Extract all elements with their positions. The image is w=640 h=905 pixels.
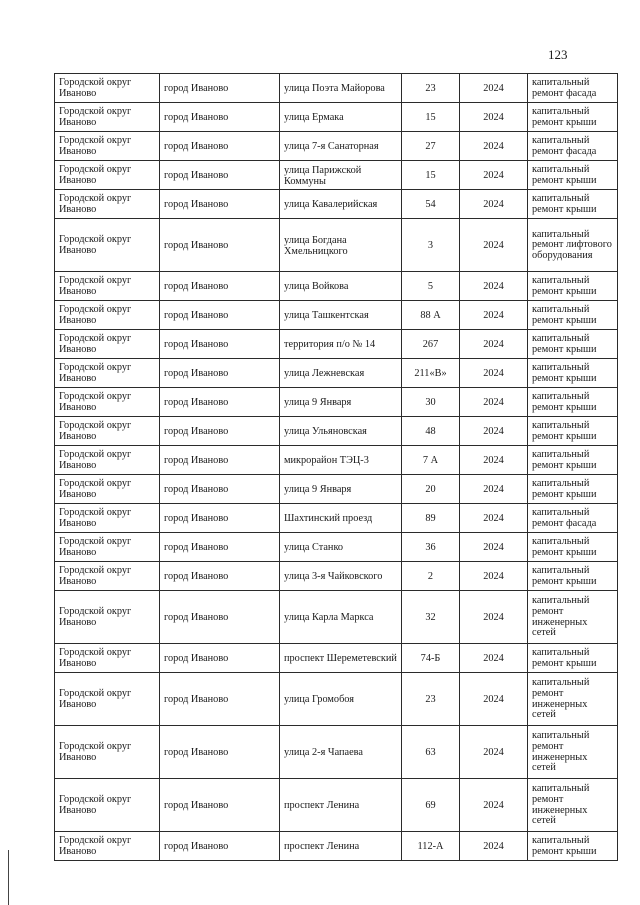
table-row bbox=[55, 779, 618, 832]
city-cell: город Иваново bbox=[160, 74, 280, 103]
work-type-cell: капитальный ремонт инженерных сетей bbox=[528, 779, 618, 832]
house-number-cell: 3 bbox=[402, 219, 460, 272]
table-row bbox=[55, 103, 618, 132]
year-cell: 2024 bbox=[460, 161, 528, 190]
margin-mark bbox=[8, 850, 9, 905]
street-cell: улица 9 Января bbox=[280, 475, 402, 504]
city-cell: город Иваново bbox=[160, 446, 280, 475]
district-cell: Городской округ Иваново bbox=[55, 359, 160, 388]
year-cell: 2024 bbox=[460, 446, 528, 475]
work-type-cell: капитальный ремонт крыши bbox=[528, 190, 618, 219]
work-type-cell: капитальный ремонт крыши bbox=[528, 359, 618, 388]
work-type-cell: капитальный ремонт крыши bbox=[528, 301, 618, 330]
city-cell: город Иваново bbox=[160, 832, 280, 861]
work-type-cell: капитальный ремонт крыши bbox=[528, 475, 618, 504]
district-cell: Городской округ Иваново bbox=[55, 673, 160, 726]
year-cell: 2024 bbox=[460, 74, 528, 103]
street-cell: Шахтинский проезд bbox=[280, 504, 402, 533]
house-number-cell: 267 bbox=[402, 330, 460, 359]
house-number-cell: 2 bbox=[402, 562, 460, 591]
street-cell: улица Ермака bbox=[280, 103, 402, 132]
year-cell: 2024 bbox=[460, 330, 528, 359]
district-cell: Городской округ Иваново bbox=[55, 475, 160, 504]
house-number-cell: 20 bbox=[402, 475, 460, 504]
city-cell: город Иваново bbox=[160, 475, 280, 504]
city-cell: город Иваново bbox=[160, 644, 280, 673]
year-cell: 2024 bbox=[460, 726, 528, 779]
house-number-cell: 74-Б bbox=[402, 644, 460, 673]
year-cell: 2024 bbox=[460, 673, 528, 726]
district-cell: Городской округ Иваново bbox=[55, 562, 160, 591]
street-cell: микрорайон ТЭЦ-3 bbox=[280, 446, 402, 475]
street-cell: улица Богдана Хмельницкого bbox=[280, 219, 402, 272]
work-type-cell: капитальный ремонт крыши bbox=[528, 562, 618, 591]
year-cell: 2024 bbox=[460, 562, 528, 591]
district-cell: Городской округ Иваново bbox=[55, 644, 160, 673]
table-row bbox=[55, 132, 618, 161]
house-number-cell: 7 А bbox=[402, 446, 460, 475]
house-number-cell: 30 bbox=[402, 388, 460, 417]
city-cell: город Иваново bbox=[160, 533, 280, 562]
district-cell: Городской округ Иваново bbox=[55, 219, 160, 272]
table-row bbox=[55, 219, 618, 272]
year-cell: 2024 bbox=[460, 644, 528, 673]
work-type-cell: капитальный ремонт крыши bbox=[528, 417, 618, 446]
district-cell: Городской округ Иваново bbox=[55, 504, 160, 533]
house-number-cell: 23 bbox=[402, 74, 460, 103]
work-type-cell: капитальный ремонт крыши bbox=[528, 330, 618, 359]
table-row bbox=[55, 330, 618, 359]
district-cell: Городской округ Иваново bbox=[55, 726, 160, 779]
work-type-cell: капитальный ремонт крыши bbox=[528, 832, 618, 861]
work-type-cell: капитальный ремонт инженерных сетей bbox=[528, 673, 618, 726]
page-number: 123 bbox=[548, 47, 568, 62]
work-type-cell: капитальный ремонт крыши bbox=[528, 272, 618, 301]
house-number-cell: 36 bbox=[402, 533, 460, 562]
street-cell: улица Станко bbox=[280, 533, 402, 562]
year-cell: 2024 bbox=[460, 533, 528, 562]
house-number-cell: 15 bbox=[402, 161, 460, 190]
year-cell: 2024 bbox=[460, 103, 528, 132]
district-cell: Городской округ Иваново bbox=[55, 591, 160, 644]
street-cell: проспект Ленина bbox=[280, 832, 402, 861]
table-row bbox=[55, 475, 618, 504]
city-cell: город Иваново bbox=[160, 779, 280, 832]
street-cell: улица Ульяновская bbox=[280, 417, 402, 446]
year-cell: 2024 bbox=[460, 190, 528, 219]
table-row bbox=[55, 301, 618, 330]
street-cell: улица Поэта Майорова bbox=[280, 74, 402, 103]
district-cell: Городской округ Иваново bbox=[55, 103, 160, 132]
house-number-cell: 23 bbox=[402, 673, 460, 726]
district-cell: Городской округ Иваново bbox=[55, 132, 160, 161]
year-cell: 2024 bbox=[460, 504, 528, 533]
city-cell: город Иваново bbox=[160, 219, 280, 272]
street-cell: улица Войкова bbox=[280, 272, 402, 301]
street-cell: улица Лежневская bbox=[280, 359, 402, 388]
city-cell: город Иваново bbox=[160, 388, 280, 417]
table-row bbox=[55, 446, 618, 475]
registry-table bbox=[54, 73, 618, 861]
table-row bbox=[55, 74, 618, 103]
work-type-cell: капитальный ремонт фасада bbox=[528, 132, 618, 161]
district-cell: Городской округ Иваново bbox=[55, 74, 160, 103]
house-number-cell: 63 bbox=[402, 726, 460, 779]
work-type-cell: капитальный ремонт крыши bbox=[528, 161, 618, 190]
district-cell: Городской округ Иваново bbox=[55, 446, 160, 475]
table-row bbox=[55, 359, 618, 388]
house-number-cell: 112-А bbox=[402, 832, 460, 861]
registry-table-body bbox=[55, 74, 618, 861]
year-cell: 2024 bbox=[460, 832, 528, 861]
city-cell: город Иваново bbox=[160, 103, 280, 132]
year-cell: 2024 bbox=[460, 591, 528, 644]
city-cell: город Иваново bbox=[160, 301, 280, 330]
table-row bbox=[55, 417, 618, 446]
city-cell: город Иваново bbox=[160, 562, 280, 591]
district-cell: Городской округ Иваново bbox=[55, 330, 160, 359]
city-cell: город Иваново bbox=[160, 504, 280, 533]
work-type-cell: капитальный ремонт крыши bbox=[528, 388, 618, 417]
house-number-cell: 88 А bbox=[402, 301, 460, 330]
table-row bbox=[55, 533, 618, 562]
table-row bbox=[55, 190, 618, 219]
house-number-cell: 69 bbox=[402, 779, 460, 832]
district-cell: Городской округ Иваново bbox=[55, 190, 160, 219]
work-type-cell: капитальный ремонт крыши bbox=[528, 446, 618, 475]
work-type-cell: капитальный ремонт крыши bbox=[528, 533, 618, 562]
street-cell: улица 3-я Чайковского bbox=[280, 562, 402, 591]
house-number-cell: 48 bbox=[402, 417, 460, 446]
year-cell: 2024 bbox=[460, 359, 528, 388]
work-type-cell: капитальный ремонт инженерных сетей bbox=[528, 591, 618, 644]
district-cell: Городской округ Иваново bbox=[55, 533, 160, 562]
year-cell: 2024 bbox=[460, 779, 528, 832]
house-number-cell: 89 bbox=[402, 504, 460, 533]
street-cell: проспект Ленина bbox=[280, 779, 402, 832]
year-cell: 2024 bbox=[460, 301, 528, 330]
work-type-cell: капитальный ремонт крыши bbox=[528, 103, 618, 132]
table-row bbox=[55, 726, 618, 779]
district-cell: Городской округ Иваново bbox=[55, 388, 160, 417]
work-type-cell: капитальный ремонт фасада bbox=[528, 74, 618, 103]
work-type-cell: капитальный ремонт инженерных сетей bbox=[528, 726, 618, 779]
district-cell: Городской округ Иваново bbox=[55, 417, 160, 446]
street-cell: улица Ташкентская bbox=[280, 301, 402, 330]
year-cell: 2024 bbox=[460, 132, 528, 161]
table-row bbox=[55, 504, 618, 533]
house-number-cell: 54 bbox=[402, 190, 460, 219]
table-row bbox=[55, 644, 618, 673]
table-row bbox=[55, 388, 618, 417]
table-row bbox=[55, 832, 618, 861]
house-number-cell: 27 bbox=[402, 132, 460, 161]
city-cell: город Иваново bbox=[160, 161, 280, 190]
city-cell: город Иваново bbox=[160, 359, 280, 388]
district-cell: Городской округ Иваново bbox=[55, 301, 160, 330]
house-number-cell: 5 bbox=[402, 272, 460, 301]
year-cell: 2024 bbox=[460, 475, 528, 504]
street-cell: улица 7-я Санаторная bbox=[280, 132, 402, 161]
street-cell: проспект Шереметевский bbox=[280, 644, 402, 673]
house-number-cell: 211«В» bbox=[402, 359, 460, 388]
city-cell: город Иваново bbox=[160, 726, 280, 779]
year-cell: 2024 bbox=[460, 272, 528, 301]
street-cell: территория п/о № 14 bbox=[280, 330, 402, 359]
street-cell: улица Кавалерийская bbox=[280, 190, 402, 219]
house-number-cell: 15 bbox=[402, 103, 460, 132]
city-cell: город Иваново bbox=[160, 591, 280, 644]
work-type-cell: капитальный ремонт крыши bbox=[528, 644, 618, 673]
city-cell: город Иваново bbox=[160, 330, 280, 359]
street-cell: улица Громобоя bbox=[280, 673, 402, 726]
city-cell: город Иваново bbox=[160, 673, 280, 726]
house-number-cell: 32 bbox=[402, 591, 460, 644]
city-cell: город Иваново bbox=[160, 190, 280, 219]
street-cell: улица Парижской Коммуны bbox=[280, 161, 402, 190]
city-cell: город Иваново bbox=[160, 132, 280, 161]
table-row bbox=[55, 272, 618, 301]
district-cell: Городской округ Иваново bbox=[55, 161, 160, 190]
table-row bbox=[55, 562, 618, 591]
year-cell: 2024 bbox=[460, 219, 528, 272]
work-type-cell: капитальный ремонт фасада bbox=[528, 504, 618, 533]
street-cell: улица 2-я Чапаева bbox=[280, 726, 402, 779]
district-cell: Городской округ Иваново bbox=[55, 832, 160, 861]
work-type-cell: капитальный ремонт лифтового оборудования bbox=[528, 219, 618, 272]
year-cell: 2024 bbox=[460, 388, 528, 417]
table-row bbox=[55, 673, 618, 726]
street-cell: улица 9 Января bbox=[280, 388, 402, 417]
table-row bbox=[55, 161, 618, 190]
district-cell: Городской округ Иваново bbox=[55, 779, 160, 832]
city-cell: город Иваново bbox=[160, 417, 280, 446]
district-cell: Городской округ Иваново bbox=[55, 272, 160, 301]
city-cell: город Иваново bbox=[160, 272, 280, 301]
table-row bbox=[55, 591, 618, 644]
street-cell: улица Карла Маркса bbox=[280, 591, 402, 644]
year-cell: 2024 bbox=[460, 417, 528, 446]
